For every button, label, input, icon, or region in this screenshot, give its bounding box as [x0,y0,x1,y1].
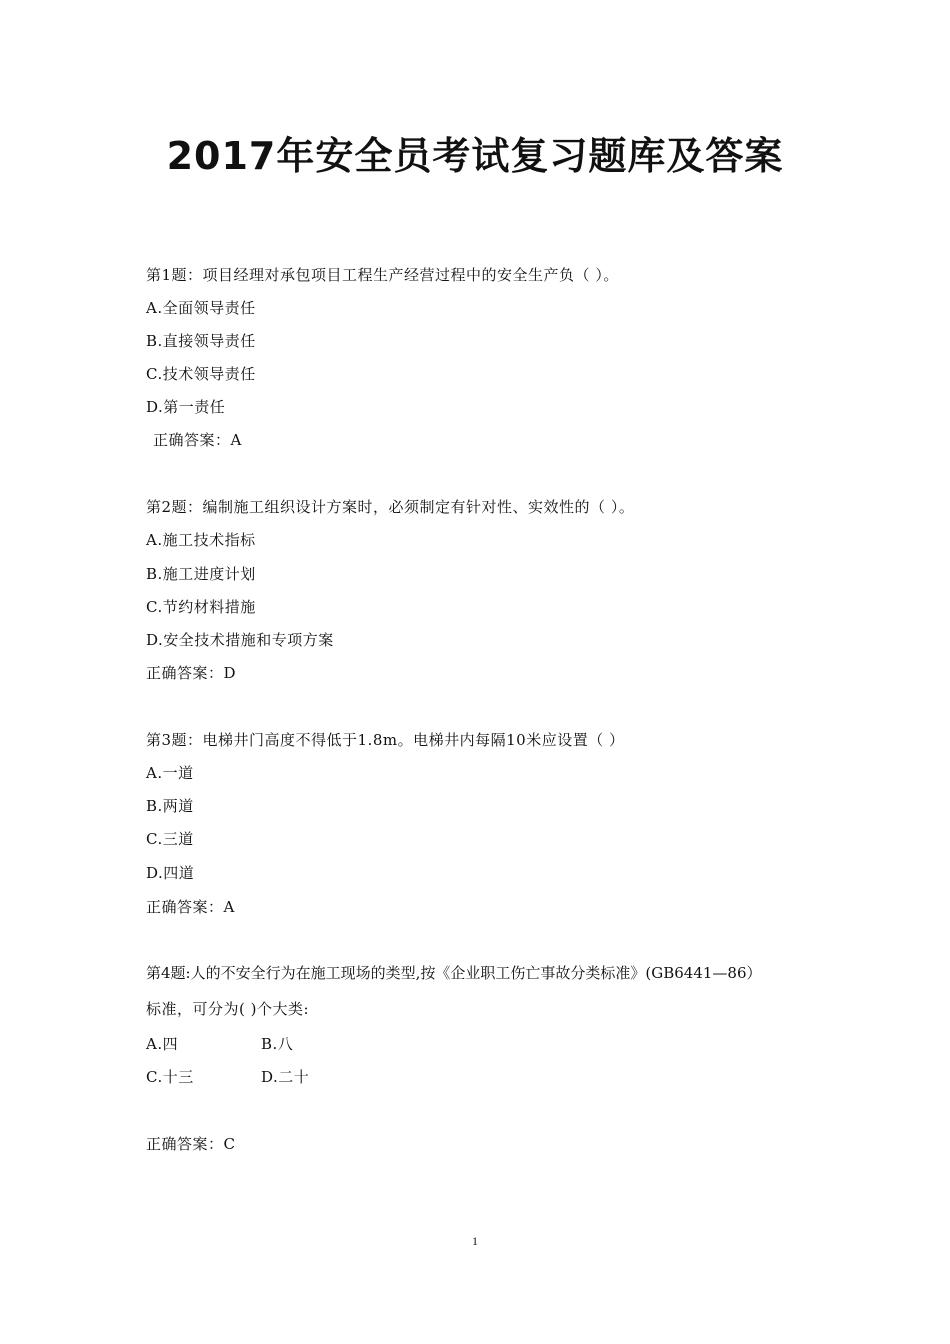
question-1-option-a: A.全面领导责任 [146,299,256,317]
page-number: 1 [472,1234,478,1248]
question-2-answer: 正确答案：D [146,664,237,682]
question-2-option-b: B.施工进度计划 [146,565,256,583]
question-4-text-line-2: 标准，可分为( )个大类: [146,1000,310,1018]
question-2-option-c: C.节约材料措施 [146,598,256,616]
question-2-text: 第2题：编制施工组织设计方案时，必须制定有针对性、实效性的（ ）。 [146,498,635,516]
question-3-answer: 正确答案：A [146,898,235,916]
question-1-option-b: B.直接领导责任 [146,332,256,350]
question-3-option-a: A.一道 [146,764,194,782]
question-1-option-c: C.技术领导责任 [146,365,256,383]
question-4-option-d: D.二十 [261,1068,310,1086]
question-4-answer: 正确答案：C [146,1135,236,1153]
question-3-option-b: B.两道 [146,797,194,815]
question-4-option-a: A.四 [146,1035,179,1053]
question-2-option-d: D.安全技术措施和专项方案 [146,631,334,649]
question-1-option-d: D.第一责任 [146,398,226,416]
question-1-answer: 正确答案：A [153,431,242,449]
question-3-text: 第3题：电梯井门高度不得低于1.8m。电梯井内每隔10米应设置（ ） [146,731,625,749]
question-3-option-d: D.四道 [146,864,195,882]
question-1-text: 第1题：项目经理对承包项目工程生产经营过程中的安全生产负（ ）。 [146,266,619,284]
question-4-option-c: C.十三 [146,1068,194,1086]
question-4-option-b: B.八 [261,1035,294,1053]
question-2-option-a: A.施工技术指标 [146,531,256,549]
question-4-text-line-1: 第4题:人的不安全行为在施工现场的类型,按《企业职工伤亡事故分类标准》(GB6441—86） [146,964,762,982]
page-title: 2017年安全员考试复习题库及答案 [166,134,784,178]
question-3-option-c: C.三道 [146,830,194,848]
